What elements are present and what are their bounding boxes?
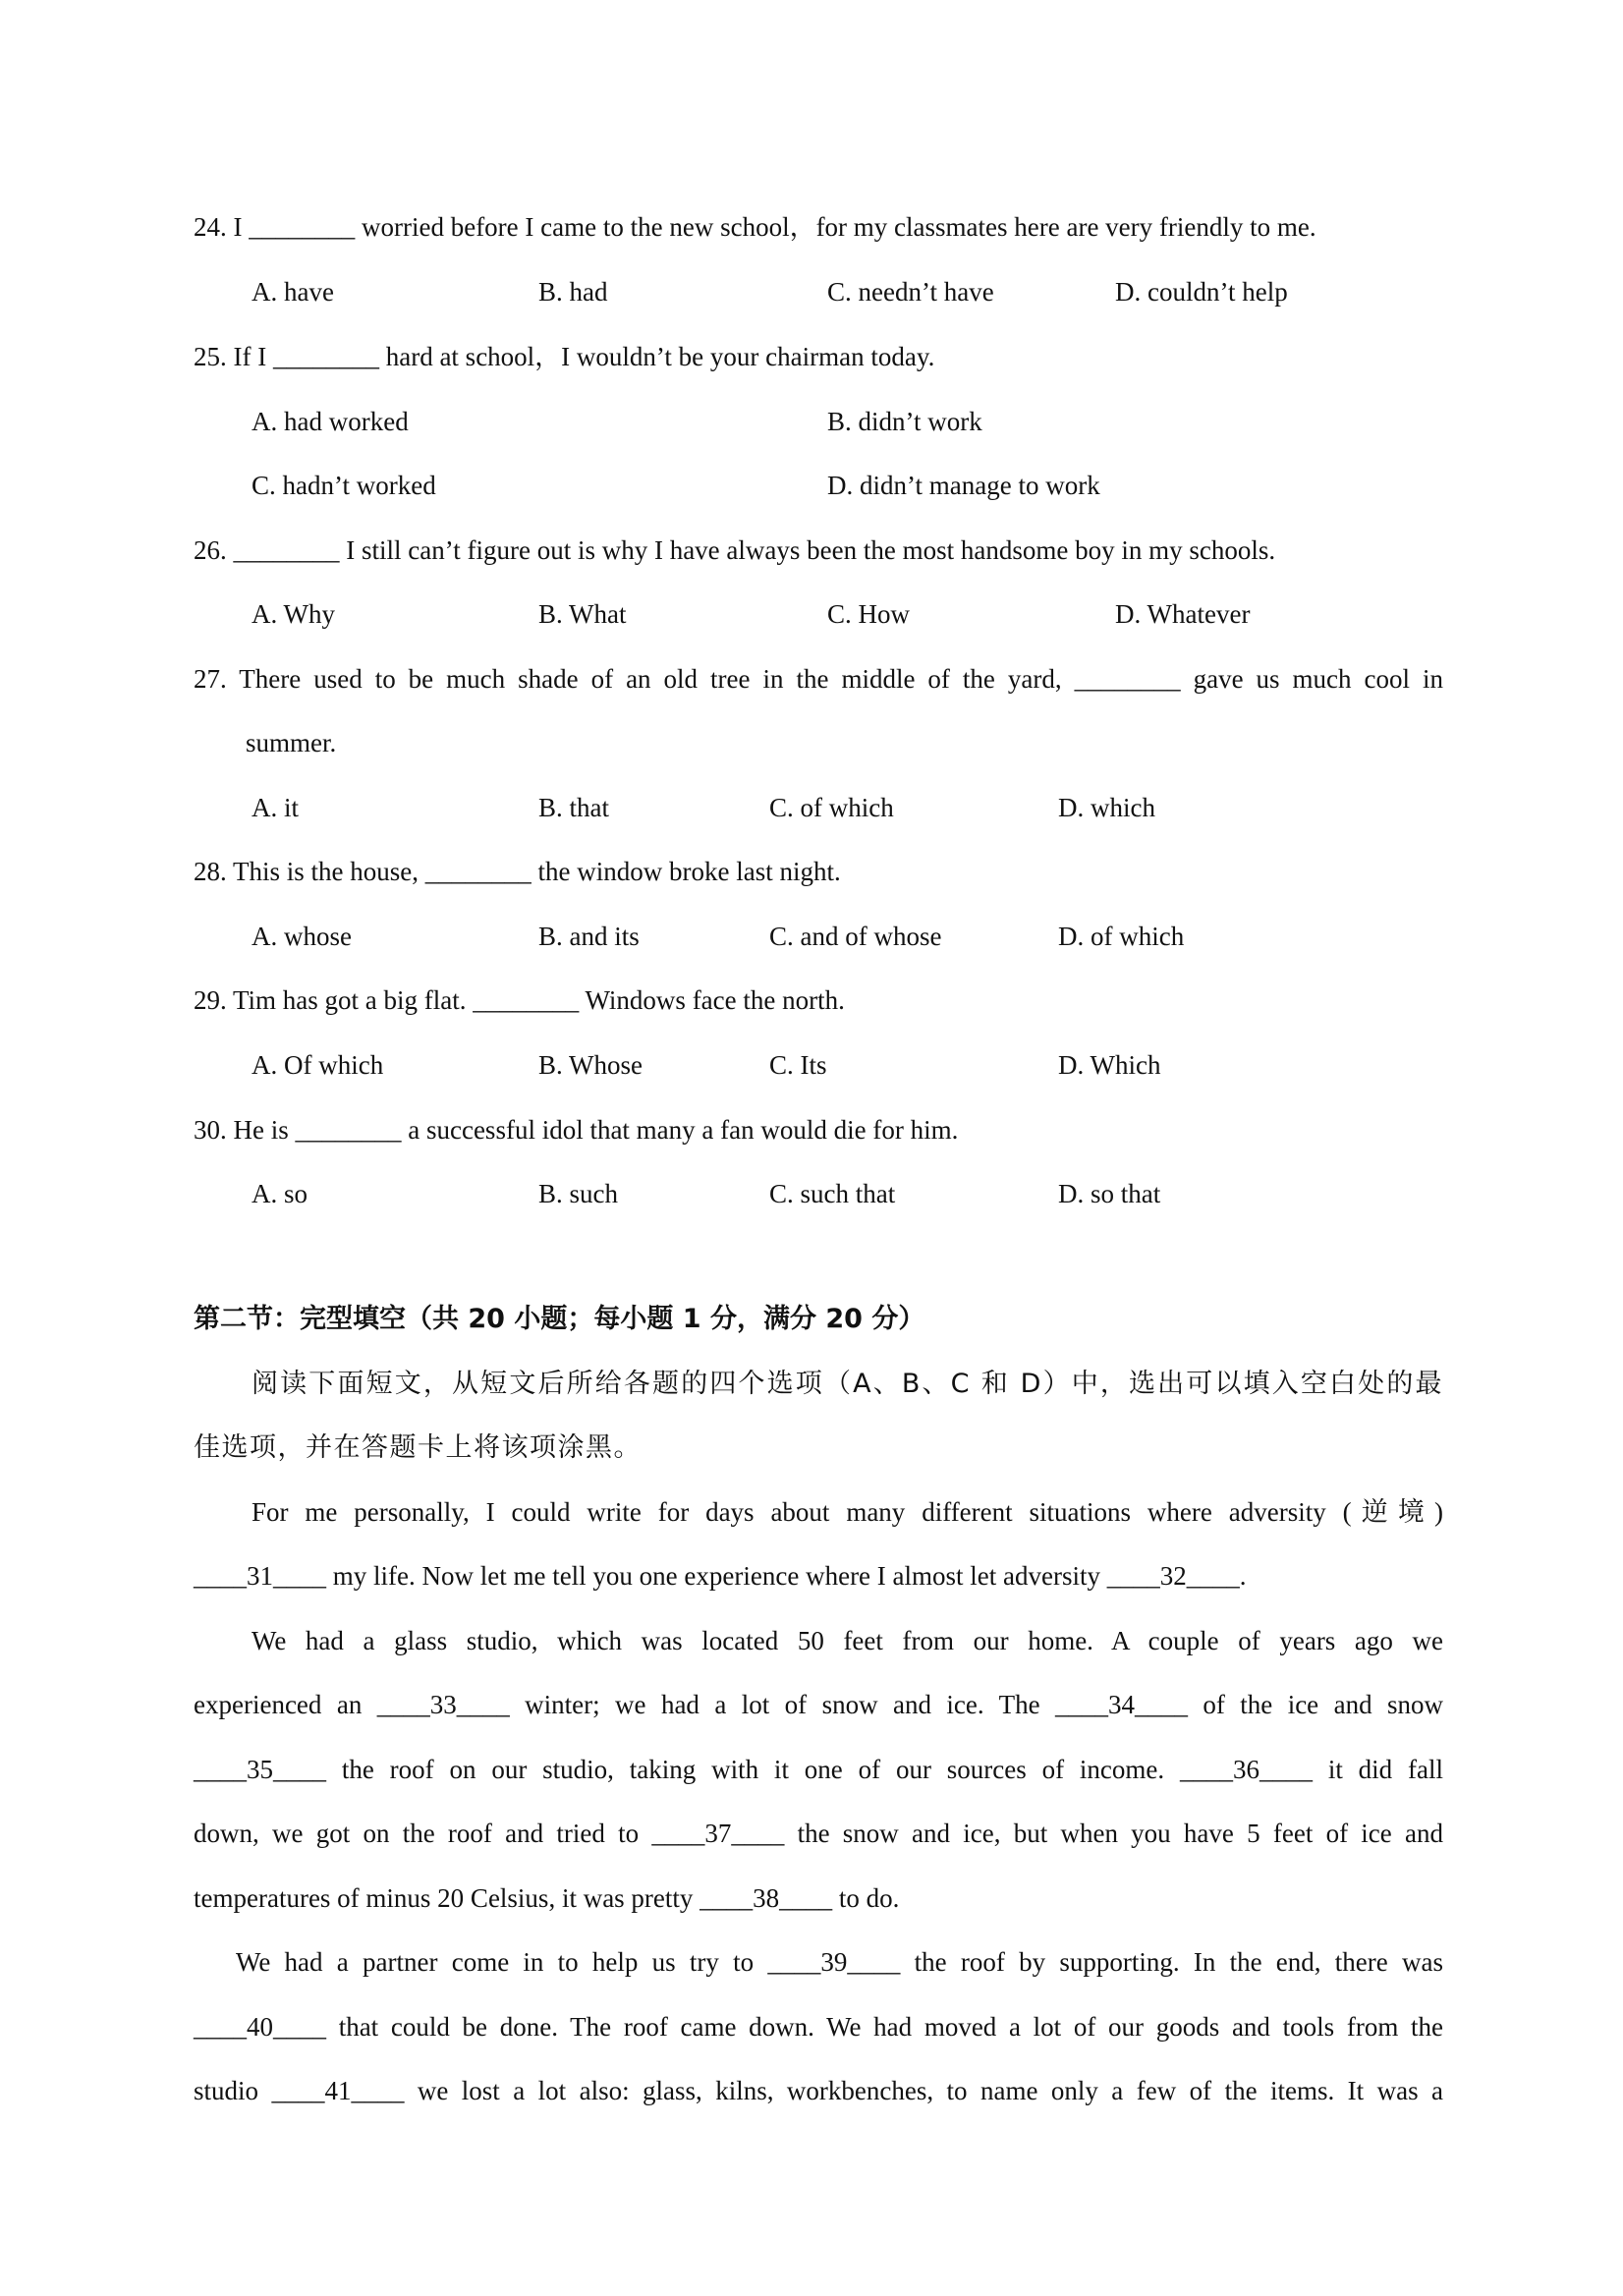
passage-line: temperatures of minus 20 Celsius, it was pretty ____38____ to do.	[194, 1883, 900, 1913]
instructions-line-2: 佳选项，并在答题卡上将该项涂黑。	[194, 1432, 642, 1463]
option-c: C. such that	[769, 1179, 896, 1208]
passage-line: ____31____ my life. Now let me tell you one experience where I almost let adversity ____32____.	[194, 1561, 1247, 1591]
option-d: D. of which	[1058, 922, 1185, 951]
section-heading: 第二节：完型填空（共 20 小题；每小题 1 分，满分 20 分）	[194, 1304, 925, 1334]
option-c: C. of which	[769, 793, 894, 822]
passage-line: We had a glass studio, which was located 50 feet from our home. A couple of years ago we	[252, 1626, 1443, 1655]
option-d: D. Which	[1058, 1050, 1161, 1080]
question-stem: If I ________ hard at school，I wouldn’t be your chairman today.	[233, 342, 935, 371]
option-c: C. How	[827, 599, 911, 629]
option-a: A. had worked	[252, 407, 409, 436]
passage-line: ____40____ that could be done. The roof came down. We had moved a lot of our goods and tools from the	[194, 2012, 1443, 2042]
question-number: 27.	[194, 664, 227, 694]
option-b: B. such	[538, 1179, 618, 1208]
question-stem: Tim has got a big flat. ________ Windows face the north.	[233, 985, 845, 1015]
question-stem: He is ________ a successful idol that many a fan would die for him.	[233, 1115, 959, 1145]
option-a: A. it	[252, 793, 300, 822]
option-b: B. and its	[538, 922, 640, 951]
option-c: C. hadn’t worked	[252, 471, 436, 500]
option-c: C. needn’t have	[827, 277, 994, 307]
question-number: 29.	[194, 985, 227, 1015]
option-a: A. Why	[252, 599, 335, 629]
option-a: A. so	[252, 1179, 308, 1208]
option-c: C. Its	[769, 1050, 827, 1080]
option-b: B. had	[538, 277, 608, 307]
question-number: 30.	[194, 1115, 227, 1145]
question-24	[194, 214, 1316, 241]
option-b: B. that	[538, 793, 609, 822]
option-a: A. Of which	[252, 1050, 384, 1080]
passage-line: For me personally, I could write for days about many different situations where adversity (逆境)	[252, 1497, 1443, 1527]
question-stem: I ________ worried before I came to the new school，for my classmates here are very friendly to me.	[233, 212, 1316, 242]
passage-line: studio ____41____ we lost a lot also: glass, kilns, workbenches, to name only a few of the items. It was a	[194, 2076, 1443, 2105]
option-d: D. so that	[1058, 1179, 1161, 1208]
option-a: A. have	[252, 277, 334, 307]
question-25	[194, 344, 934, 370]
instructions-line-1: 阅读下面短文，从短文后所给各题的四个选项（A、B、C 和 D）中，选出可以填入空白处的最	[252, 1369, 1443, 1399]
question-stem: ________ I still can’t figure out is why I have always been the most handsome boy in my schools.	[233, 535, 1276, 565]
option-b: B. didn’t work	[827, 407, 982, 436]
question-27	[194, 666, 1443, 693]
question-30	[194, 1117, 958, 1144]
question-number: 25.	[194, 342, 227, 371]
option-d: D. couldn’t help	[1115, 277, 1288, 307]
option-b: B. What	[538, 599, 627, 629]
question-stem-continuation: summer.	[246, 728, 337, 757]
option-c: C. and of whose	[769, 922, 942, 951]
question-number: 28.	[194, 857, 227, 886]
question-28	[194, 859, 841, 885]
question-number: 24.	[194, 212, 227, 242]
passage-line: experienced an ____33____ winter; we had a lot of snow and ice. The ____34____ of the ice and snow	[194, 1690, 1443, 1719]
option-d: D. didn’t manage to work	[827, 471, 1100, 500]
option-d: D. Whatever	[1115, 599, 1251, 629]
passage-line: We had a partner come in to help us try to ____39____ the roof by supporting. In the end, there was	[236, 1947, 1443, 1977]
passage-line: ____35____ the roof on our studio, taking with it one of our sources of income. ____36____ it did fall	[194, 1755, 1443, 1784]
question-number: 26.	[194, 535, 227, 565]
passage-line: down, we got on the roof and tried to ____37____ the snow and ice, but when you have 5 feet of ice and	[194, 1819, 1443, 1848]
option-d: D. which	[1058, 793, 1155, 822]
question-26	[194, 537, 1275, 564]
option-b: B. Whose	[538, 1050, 643, 1080]
question-stem: There used to be much shade of an old tree in the middle of the yard, ________ gave us much cool in	[239, 664, 1444, 694]
question-stem: This is the house, ________ the window broke last night.	[233, 857, 841, 886]
option-a: A. whose	[252, 922, 352, 951]
question-29	[194, 987, 845, 1014]
